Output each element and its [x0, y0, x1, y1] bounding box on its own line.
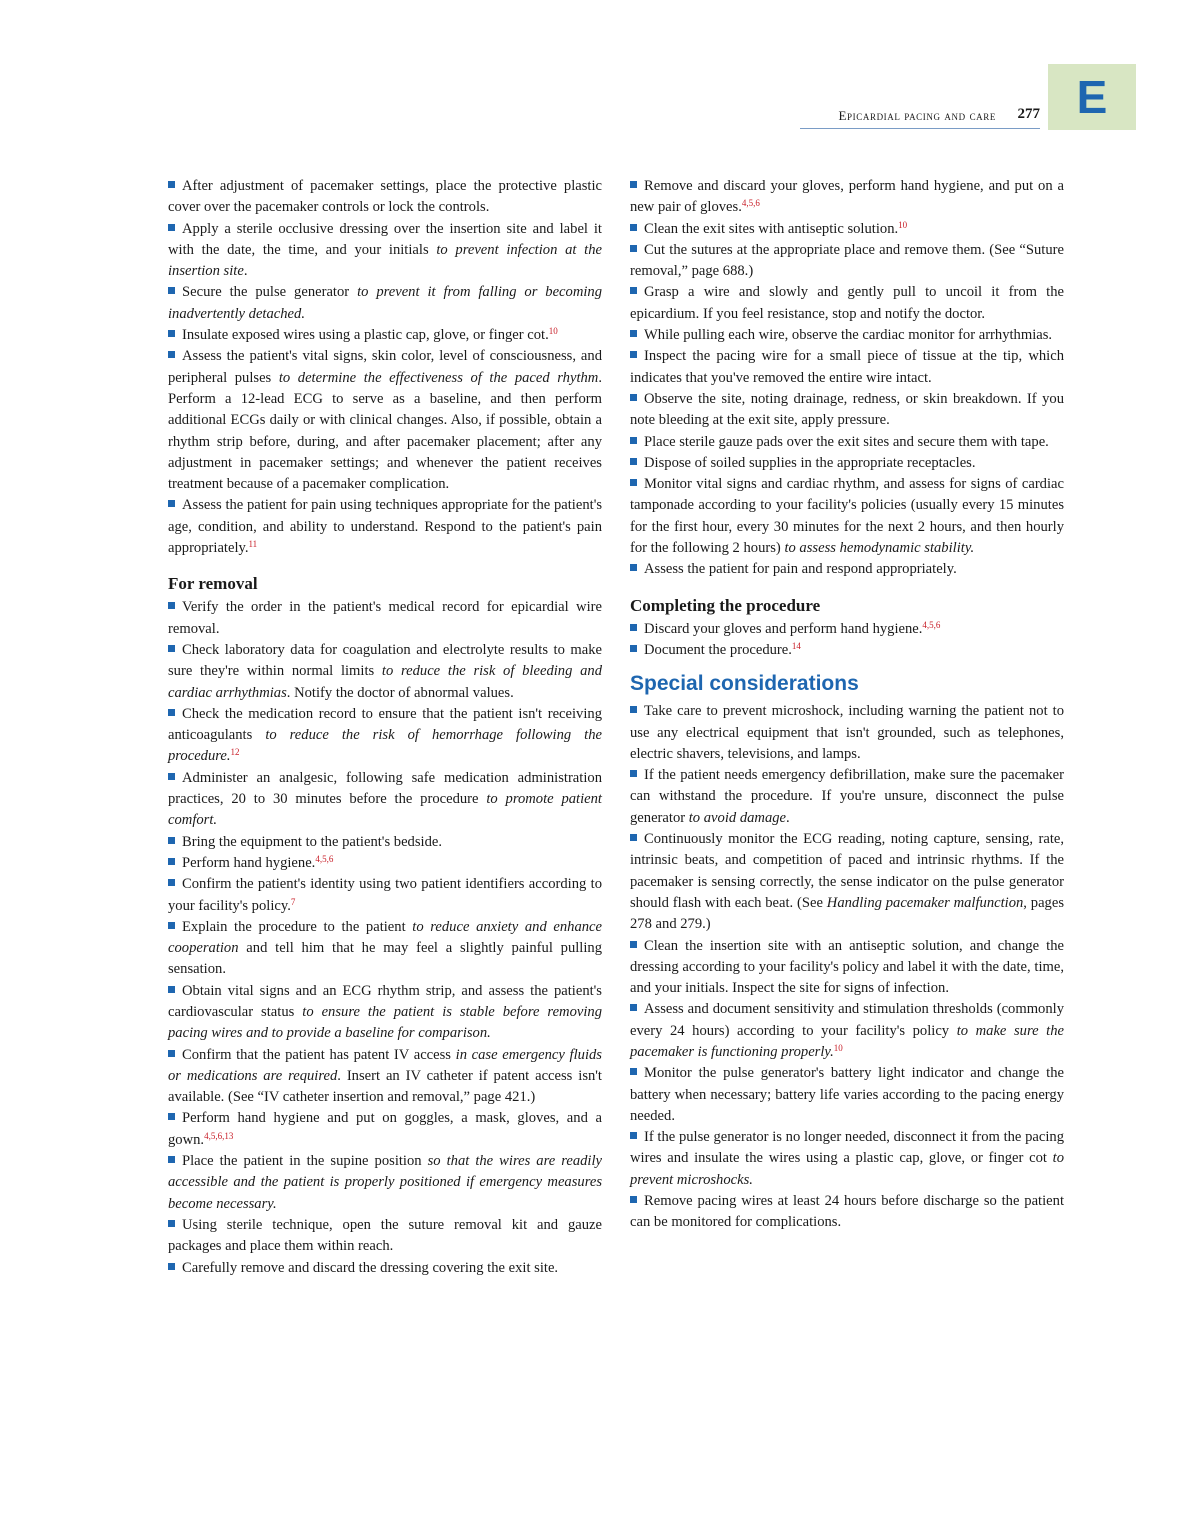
square-bullet-icon: [630, 479, 637, 486]
square-bullet-icon: [168, 1156, 175, 1163]
square-bullet-icon: [630, 941, 637, 948]
section-tab: [1048, 64, 1136, 130]
rationale-text: to promote patient comfort.: [168, 791, 602, 829]
square-bullet-icon: [630, 706, 637, 713]
square-bullet-icon: [168, 500, 175, 507]
list-item: [630, 640, 1064, 661]
rationale-text: Handling pacemaker malfunction: [826, 894, 1024, 911]
item-text: Assess and document sensitivity and stimulation thresholds (commonly every 24 hours) according to your facility's policy: [630, 1001, 1064, 1039]
bullet-list: [630, 701, 1064, 1233]
list-item: [630, 474, 1064, 559]
item-text: Confirm the patient's identity using two patient identifiers according to your facility's policy.: [168, 876, 602, 914]
square-bullet-icon: [168, 1220, 175, 1227]
citation-ref: 11: [248, 539, 258, 550]
bullet-list: [630, 619, 1064, 662]
section-tab-letter: E: [1076, 71, 1108, 123]
item-text: While pulling each wire, observe the cardiac monitor for arrhythmias.: [644, 327, 1053, 344]
heading-special-considerations: Special considerations: [630, 672, 859, 696]
list-item: [168, 768, 602, 832]
item-text: Insulate exposed wires using a plastic cap, glove, or finger cot.: [182, 327, 549, 344]
rationale-text: to ensure the patient is stable before removing pacing wires and to provide a baseline for comparison.: [168, 1003, 603, 1042]
rationale-text: in case emergency fluids or medications are required: [168, 1046, 602, 1084]
citation-ref: 4,5,6: [922, 619, 941, 630]
item-text: If the pulse generator is no longer needed, disconnect it from the pacing wires and insulate the wires using a plastic cap, glove, or finger cot: [630, 1129, 1064, 1167]
list-item: [630, 936, 1064, 1000]
citation-ref: 10: [548, 326, 558, 337]
rationale-text: so that the wires are readily accessible and the patient is properly positioned if emergency measures become necessary.: [168, 1153, 603, 1212]
rationale-text: to reduce the risk of hemorrhage following the procedure.: [168, 727, 602, 765]
right-column: [630, 176, 1064, 1234]
item-text: and tell him that he may feel a slightly painful pulling sensation.: [168, 940, 602, 978]
item-text: Dispose of soiled supplies in the appropriate receptacles.: [644, 454, 976, 471]
item-text: Assess the patient for pain and respond appropriately.: [644, 561, 957, 578]
list-item: [168, 853, 602, 874]
list-item: [630, 282, 1064, 325]
item-text: Perform hand hygiene.: [182, 854, 316, 871]
square-bullet-icon: [168, 287, 175, 294]
square-bullet-icon: [168, 645, 175, 652]
list-item: [168, 704, 602, 768]
square-bullet-icon: [168, 1113, 175, 1120]
rationale-text: to determine the effectiveness of the paced rhythm: [278, 369, 599, 386]
square-bullet-icon: [630, 458, 637, 465]
list-item: [630, 432, 1064, 453]
citation-ref: 14: [791, 640, 801, 651]
square-bullet-icon: [168, 330, 175, 337]
bullet-list: [630, 176, 1064, 581]
square-bullet-icon: [168, 602, 175, 609]
list-item: [630, 701, 1064, 765]
item-text: After adjustment of pacemaker settings, place the protective plastic cover over the pacemaker controls or lock the controls.: [168, 178, 602, 216]
item-text: Monitor vital signs and cardiac rhythm, and assess for signs of cardiac tamponade according to your facility's policies (usually every 15 minutes for the first hour, every 30 minutes for the next 2 hours, and then hourly for the following 2 hours): [630, 476, 1064, 557]
list-item: [630, 176, 1064, 219]
list-item: [168, 1258, 602, 1279]
item-text: Perform hand hygiene and put on goggles, a mask, gloves, and a gown.: [168, 1110, 602, 1148]
item-text: Using sterile technique, open the suture removal kit and gauze packages and place them within reach.: [168, 1216, 602, 1255]
list-item: [630, 325, 1064, 346]
item-text: Check laboratory data for coagulation and electrolyte results to make sure they're within normal limits: [168, 641, 602, 680]
item-text: Assess the patient's vital signs, skin color, level of consciousness, and peripheral pulses: [168, 348, 602, 386]
square-bullet-icon: [168, 224, 175, 231]
list-item: [168, 1215, 602, 1258]
square-bullet-icon: [630, 224, 637, 231]
square-bullet-icon: [630, 351, 637, 358]
item-text: Confirm that the patient has patent IV access: [182, 1046, 456, 1063]
running-header: [800, 106, 1040, 128]
item-text: Explain the procedure to the patient: [182, 918, 413, 935]
list-item: [630, 1127, 1064, 1191]
list-item: [630, 240, 1064, 283]
list-item: [168, 917, 602, 981]
rationale-text: to prevent it from falling or becoming inadvertently detached.: [168, 284, 603, 322]
square-bullet-icon: [168, 1263, 175, 1270]
list-item: [630, 219, 1064, 240]
left-column: [168, 176, 602, 1279]
list-item: [168, 640, 602, 704]
item-text: Document the procedure.: [644, 641, 792, 658]
rationale-text: to make sure the pacemaker is functioning properly.: [630, 1022, 1064, 1060]
square-bullet-icon: [168, 351, 175, 358]
item-text: Clean the exit sites with antiseptic solution.: [644, 220, 899, 237]
item-text: Continuously monitor the ECG reading, noting capture, sensing, rate, intrinsic beats, and competition of paced and intrinsic rhythms. If the pacemaker is sensing correctly, the sense indicator on the pulse generator should flash with each beat. (See: [630, 831, 1064, 911]
list-item: [630, 829, 1064, 935]
item-text: . Insert an IV catheter if patent access isn't available. (See “IV catheter insertion and removal,” page 421.): [168, 1067, 602, 1106]
list-item: [630, 559, 1064, 580]
square-bullet-icon: [168, 986, 175, 993]
square-bullet-icon: [630, 437, 637, 444]
rationale-text: to prevent microshocks.: [630, 1150, 1064, 1188]
item-text: Apply a sterile occlusive dressing over the insertion site and label it with the date, the time, and your initials: [168, 220, 602, 258]
square-bullet-icon: [168, 773, 175, 780]
item-text: Administer an analgesic, following safe medication administration practices, 20 to 30 minutes before the procedure: [168, 769, 602, 808]
square-bullet-icon: [168, 709, 175, 716]
item-text: Observe the site, noting drainage, redness, or skin breakdown. If you note bleeding at the exit site, apply pressure.: [630, 390, 1064, 429]
item-text: .: [243, 263, 248, 280]
square-bullet-icon: [630, 770, 637, 777]
square-bullet-icon: [630, 564, 637, 571]
list-item: [168, 325, 602, 346]
square-bullet-icon: [168, 858, 175, 865]
square-bullet-icon: [630, 1132, 637, 1139]
square-bullet-icon: [630, 624, 637, 631]
citation-ref: 12: [230, 747, 240, 758]
item-text: If the patient needs emergency defibrillation, make sure the pacemaker can withstand the procedure. If you're unsure, disconnect the pulse generator: [630, 767, 1064, 826]
square-bullet-icon: [630, 330, 637, 337]
list-item: [168, 219, 602, 283]
item-text: .: [786, 809, 790, 826]
header-rule: [800, 128, 1040, 129]
list-item: [630, 765, 1064, 829]
square-bullet-icon: [630, 834, 637, 841]
list-item: [168, 282, 602, 325]
item-text: Bring the equipment to the patient's bedside.: [182, 833, 442, 850]
page-number: 277: [1017, 106, 1040, 122]
list-item: [630, 1191, 1064, 1234]
running-title: Epicardial pacing and care: [838, 108, 996, 123]
rationale-text: to prevent infection at the insertion site: [168, 241, 602, 280]
bullet-list: [168, 176, 602, 559]
square-bullet-icon: [630, 1196, 637, 1203]
item-text: Cut the sutures at the appropriate place and remove them. (See “Suture removal,” page 688.): [630, 241, 1064, 280]
list-item: [630, 999, 1064, 1063]
list-item: [168, 832, 602, 853]
square-bullet-icon: [168, 181, 175, 188]
rationale-text: to assess hemodynamic stability.: [784, 540, 975, 557]
list-item: [168, 597, 602, 640]
item-text: Clean the insertion site with an antiseptic solution, and change the dressing according to your facility's policy and label it with the date, time, and your initials. Inspect the site for signs of infection.: [630, 937, 1064, 997]
list-item: [168, 346, 602, 495]
citation-ref: 4,5,6,13: [204, 1130, 234, 1141]
square-bullet-icon: [630, 245, 637, 252]
square-bullet-icon: [168, 1050, 175, 1057]
rationale-text: to avoid damage: [688, 809, 787, 826]
list-item: [630, 619, 1064, 640]
list-item: [168, 1045, 602, 1109]
list-item: [630, 346, 1064, 389]
square-bullet-icon: [168, 879, 175, 886]
item-text: Carefully remove and discard the dressing covering the exit site.: [182, 1259, 559, 1276]
list-item: [168, 981, 602, 1045]
item-text: Check the medication record to ensure that the patient isn't receiving anticoagulants: [168, 705, 602, 744]
heading-for-removal: For removal: [168, 574, 258, 594]
square-bullet-icon: [168, 922, 175, 929]
item-text: Remove and discard your gloves, perform hand hygiene, and put on a new pair of gloves.: [630, 178, 1064, 216]
item-text: Grasp a wire and slowly and gently pull to uncoil it from the epicardium. If you feel resistance, stop and notify the doctor.: [630, 284, 1064, 322]
list-item: [630, 1063, 1064, 1127]
item-text: Monitor the pulse generator's battery light indicator and change the battery when necessary; battery life varies according to the pacing energy needed.: [630, 1065, 1064, 1124]
item-text: . Perform a 12-lead ECG to serve as a baseline, and then perform additional ECGs daily or with clinical changes. Also, if possible, obtain a rhythm strip before, during, and after pacemaker placement; after any adjustment in pacemaker settings; and whenever the patient receives treatment because of a pacemaker complication.: [168, 369, 603, 493]
item-text: Assess the patient for pain using techniques appropriate for the patient's age, condition, and ability to understand. Respond to the patient's pain appropriately.: [168, 497, 602, 557]
square-bullet-icon: [630, 181, 637, 188]
item-text: Inspect the pacing wire for a small piece of tissue at the tip, which indicates that you've removed the entire wire intact.: [630, 348, 1064, 386]
citation-ref: 7: [290, 896, 296, 907]
citation-ref: 10: [898, 219, 908, 230]
rationale-text: to reduce anxiety and enhance cooperation: [168, 918, 602, 957]
square-bullet-icon: [630, 394, 637, 401]
square-bullet-icon: [630, 1068, 637, 1075]
item-text: Place the patient in the supine position: [182, 1153, 428, 1170]
citation-ref: 10: [833, 1042, 843, 1053]
item-text: Remove pacing wires at least 24 hours before discharge so the patient can be monitored for complications.: [630, 1193, 1064, 1231]
square-bullet-icon: [630, 287, 637, 294]
item-text: . Notify the doctor of abnormal values.: [286, 684, 514, 701]
square-bullet-icon: [630, 1004, 637, 1011]
list-item: [168, 176, 602, 219]
list-item: [168, 495, 602, 559]
rationale-text: to reduce the risk of bleeding and cardiac arrhythmias: [168, 663, 603, 701]
item-text: Secure the pulse generator: [182, 284, 358, 301]
heading-completing-procedure: Completing the procedure: [630, 595, 821, 615]
list-item: [168, 1151, 602, 1215]
list-item: [168, 874, 602, 917]
item-text: Verify the order in the patient's medical record for epicardial wire removal.: [168, 599, 602, 637]
list-item: [630, 453, 1064, 474]
citation-ref: 4,5,6: [315, 853, 334, 864]
item-text: Take care to prevent microshock, including warning the patient not to use any electrical equipment that isn't grounded, such as telephones, electric shavers, televisions, and lamps.: [630, 703, 1064, 762]
list-item: [630, 389, 1064, 432]
list-item: [168, 1108, 602, 1151]
item-text: Place sterile gauze pads over the exit sites and secure them with tape.: [644, 433, 1049, 450]
citation-ref: 4,5,6: [741, 198, 760, 209]
square-bullet-icon: [168, 837, 175, 844]
bullet-list: [168, 597, 602, 1279]
item-text: Obtain vital signs and an ECG rhythm strip, and assess the patient's cardiovascular status: [168, 982, 602, 1020]
item-text: Discard your gloves and perform hand hygiene.: [644, 620, 923, 637]
square-bullet-icon: [630, 645, 637, 652]
item-text: , pages 278 and 279.): [630, 894, 1064, 933]
